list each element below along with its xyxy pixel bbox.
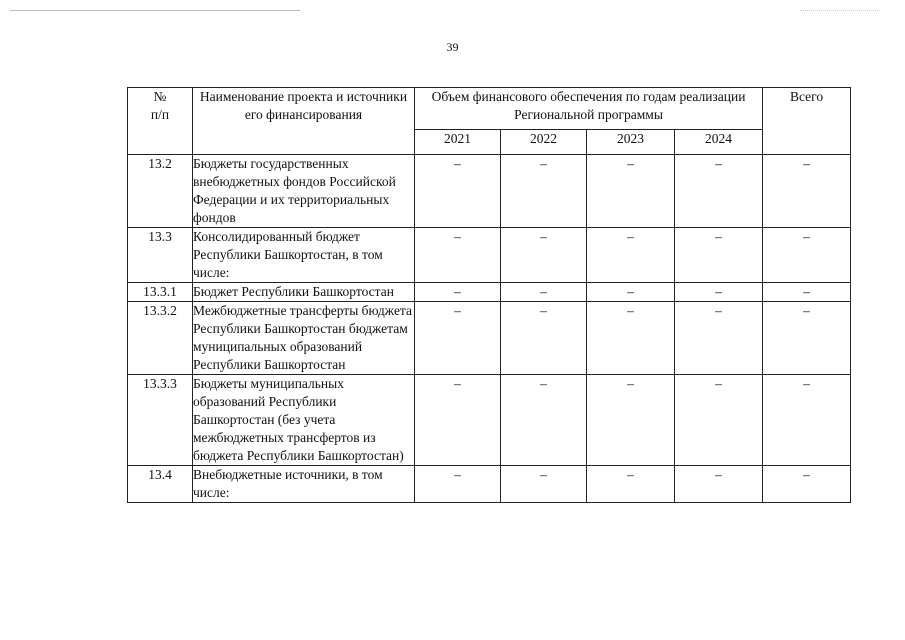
row-name: Внебюджетные источники, в том числе: bbox=[193, 466, 415, 503]
row-value: – bbox=[415, 228, 501, 283]
scan-artifact-line bbox=[800, 10, 880, 12]
row-number: 13.3.3 bbox=[128, 375, 193, 466]
row-value: – bbox=[501, 466, 587, 503]
row-total: – bbox=[763, 228, 851, 283]
row-value: – bbox=[587, 466, 675, 503]
row-value: – bbox=[501, 375, 587, 466]
row-value: – bbox=[587, 228, 675, 283]
row-number: 13.3.2 bbox=[128, 302, 193, 375]
row-name: Межбюджетные трансферты бюджета Республики Башкортостан бюджетам муниципальных образований Республики Башкортостан bbox=[193, 302, 415, 375]
table-row bbox=[128, 228, 851, 283]
header-year: 2023 bbox=[587, 130, 675, 155]
row-total: – bbox=[763, 375, 851, 466]
row-value: – bbox=[415, 283, 501, 302]
scan-artifact-line bbox=[10, 10, 300, 12]
table-row bbox=[128, 466, 851, 503]
table-row bbox=[128, 302, 851, 375]
row-value: – bbox=[675, 466, 763, 503]
header-year: 2021 bbox=[415, 130, 501, 155]
header-year: 2024 bbox=[675, 130, 763, 155]
row-value: – bbox=[675, 283, 763, 302]
table-row bbox=[128, 375, 851, 466]
row-value: – bbox=[415, 375, 501, 466]
header-volume: Объем финансового обеспечения по годам реализации Региональной программы bbox=[415, 88, 763, 130]
header-year: 2022 bbox=[501, 130, 587, 155]
row-value: – bbox=[501, 228, 587, 283]
row-value: – bbox=[587, 302, 675, 375]
row-name: Бюджет Республики Башкортостан bbox=[193, 283, 415, 302]
row-number: 13.4 bbox=[128, 466, 193, 503]
row-name: Бюджеты муниципальных образований Республики Башкортостан (без учета межбюджетных трансфертов из бюджета Республики Башкортостан) bbox=[193, 375, 415, 466]
row-value: – bbox=[587, 375, 675, 466]
row-value: – bbox=[675, 375, 763, 466]
row-number: 13.3.1 bbox=[128, 283, 193, 302]
row-number: 13.3 bbox=[128, 228, 193, 283]
row-total: – bbox=[763, 466, 851, 503]
row-value: – bbox=[587, 283, 675, 302]
row-value: – bbox=[501, 155, 587, 228]
row-value: – bbox=[501, 302, 587, 375]
financing-table bbox=[127, 87, 851, 503]
page-number: 39 bbox=[446, 40, 459, 54]
row-value: – bbox=[675, 155, 763, 228]
header-total: Всего bbox=[763, 88, 851, 155]
row-value: – bbox=[675, 302, 763, 375]
row-total: – bbox=[763, 302, 851, 375]
row-name: Бюджеты государственных внебюджетных фондов Российской Федерации и их территориальных фондов bbox=[193, 155, 415, 228]
row-total: – bbox=[763, 155, 851, 228]
header-number: № п/п bbox=[128, 88, 193, 155]
table-row bbox=[128, 155, 851, 228]
row-value: – bbox=[675, 228, 763, 283]
row-number: 13.2 bbox=[128, 155, 193, 228]
row-value: – bbox=[415, 302, 501, 375]
row-name: Консолидированный бюджет Республики Башкортостан, в том числе: bbox=[193, 228, 415, 283]
row-value: – bbox=[587, 155, 675, 228]
row-value: – bbox=[415, 466, 501, 503]
row-total: – bbox=[763, 283, 851, 302]
header-name: Наименование проекта и источники его финансирования bbox=[193, 88, 415, 155]
row-value: – bbox=[501, 283, 587, 302]
table-row bbox=[128, 283, 851, 302]
row-value: – bbox=[415, 155, 501, 228]
